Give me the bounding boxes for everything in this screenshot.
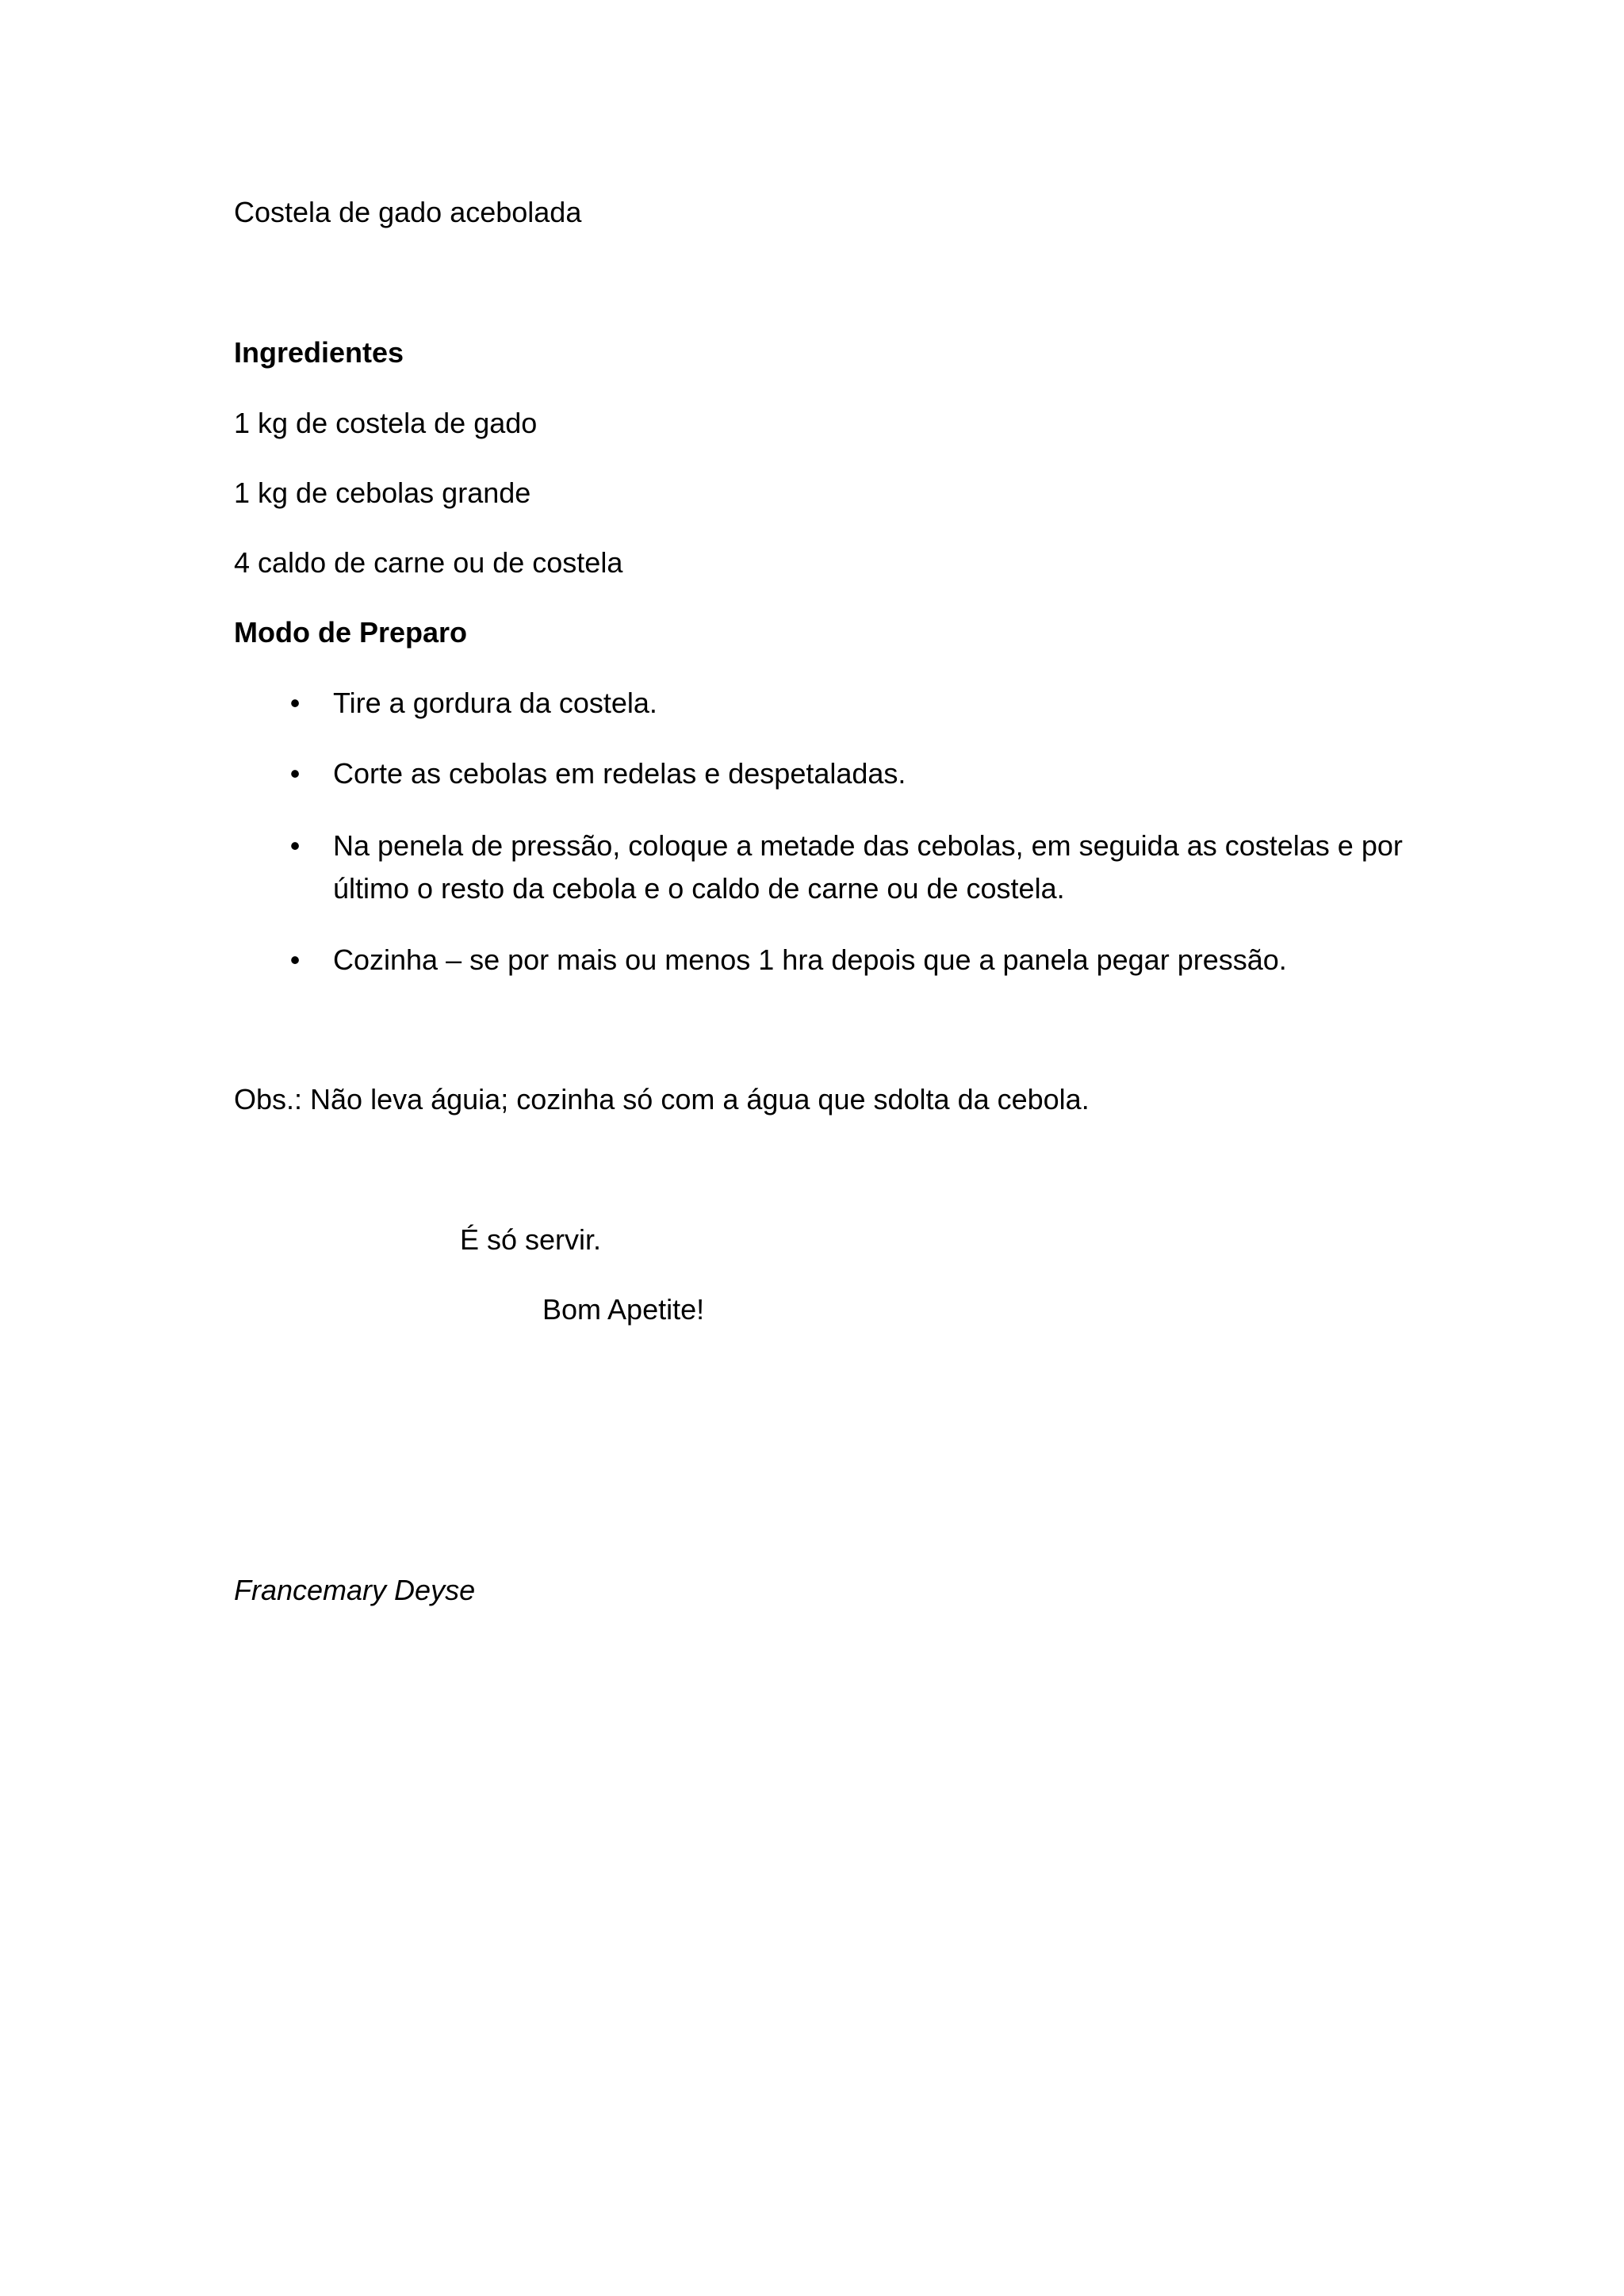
ingredients-heading: Ingredientes bbox=[234, 336, 404, 369]
bullet-icon: • bbox=[289, 829, 301, 862]
closing-line: Bom Apetite! bbox=[542, 1293, 705, 1326]
ingredient-item: 4 caldo de carne ou de costela bbox=[234, 546, 623, 579]
method-step bbox=[285, 825, 1411, 910]
method-heading: Modo de Preparo bbox=[234, 616, 468, 649]
method-step-text: Na penela de pressão, coloque a metade das cebolas, em seguida as costelas e por último o resto da cebola e o caldo de carne ou de costela. bbox=[333, 829, 1403, 905]
recipe-title: Costela de gado acebolada bbox=[234, 196, 582, 228]
bullet-icon: • bbox=[289, 757, 301, 790]
method-step bbox=[285, 682, 1411, 725]
method-step bbox=[285, 752, 1411, 795]
ingredient-item: 1 kg de costela de gado bbox=[234, 407, 538, 439]
method-step-text: Corte as cebolas em redelas e despetaladas. bbox=[333, 757, 906, 790]
ingredient-item: 1 kg de cebolas grande bbox=[234, 476, 531, 509]
method-step bbox=[285, 939, 1411, 982]
observation-note: Obs.: Não leva águia; cozinha só com a água que sdolta da cebola. bbox=[234, 1083, 1090, 1115]
bullet-icon: • bbox=[289, 943, 301, 976]
method-step-text: Tire a gordura da costela. bbox=[333, 687, 657, 719]
author-name: Francemary Deyse bbox=[234, 1574, 476, 1606]
method-step-text: Cozinha – se por mais ou menos 1 hra depois que a panela pegar pressão. bbox=[333, 943, 1287, 976]
serve-line: É só servir. bbox=[460, 1223, 602, 1256]
bullet-icon: • bbox=[289, 687, 301, 719]
